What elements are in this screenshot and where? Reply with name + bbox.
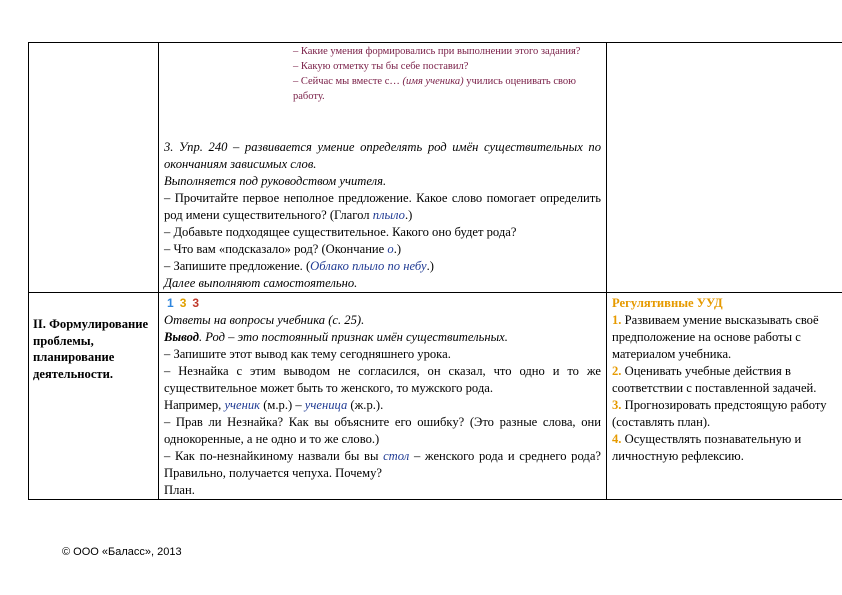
uud-item: 4. Осуществлять познавательную и личностную рефлексию. (612, 432, 802, 463)
task-line: – Что вам «подсказало» род? (Окончание о.) (164, 242, 402, 256)
task-guided: Выполняется под руководством учителя. (164, 174, 387, 188)
exercise-numbers: 1 3 3 (167, 296, 200, 310)
uud-cell-empty (607, 43, 842, 293)
task-block (159, 137, 606, 292)
uud-item: 1. Развиваем умение высказывать своё предположение на основе работы с материалом учебника. (612, 313, 819, 361)
uud-title: Регулятивные УУД (612, 296, 723, 310)
stage-cell (29, 293, 159, 500)
content-line: – Как по-незнайкиному назвали бы вы стол – женского рода и среднего рода? Правильно, получается чепуха. Почему? (164, 449, 601, 480)
task-independent: Далее выполняют самостоятельно. (164, 276, 358, 290)
content-line: – Запишите этот вывод как тему сегодняшнего урока. (164, 347, 451, 361)
task-line: – Добавьте подходящее существительное. Какого оно будет рода? (164, 225, 517, 239)
uud-block (607, 293, 842, 465)
content-block (159, 293, 606, 499)
conclusion-line: Вывод. Род – это постоянный признак имён существительных. (164, 330, 508, 344)
task-line: – Прочитайте первое неполное предложение. Какое слово помогает определить род имени существительного? (Глагол плыло.) (164, 191, 601, 222)
question-block (159, 43, 606, 104)
content-cell (159, 43, 607, 293)
copyright-footer: © ООО «Баласс», 2013 (62, 546, 182, 558)
table-row (29, 293, 842, 500)
uud-item: 2. Оценивать учебные действия в соответствии с поставленной задачей. (612, 364, 817, 395)
uud-item: 3. Прогнозировать предстоящую работу (составлять план). (612, 398, 827, 429)
content-line: – Прав ли Незнайка? Как вы объясните его ошибку? (Это разные слова, они однокоренные, а не одно и то же слово.) (164, 415, 601, 446)
question-text: – Какую отметку ты бы себе поставил? (293, 61, 469, 72)
content-cell (159, 293, 607, 500)
table-row (29, 43, 842, 293)
question-text: – Сейчас мы вместе с… (имя ученика) учились оценивать свою работу. (293, 76, 576, 102)
stage-label: II. Формулирование проблемы, планирование деятельности. (33, 317, 149, 381)
answers-line: Ответы на вопросы учебника (с. 25). (164, 313, 365, 327)
content-line: – Незнайка с этим выводом не согласился, он сказал, что одно и то же существительное может быть то женского, то мужского рода. (164, 364, 601, 395)
task-title: 3. Упр. 240 – развивается умение определять род имён существительных по окончаниям зависимых слов. (164, 140, 601, 171)
example-line: Например, ученик (м.р.) – ученица (ж.р.). (164, 398, 384, 412)
plan-line: План. (164, 483, 195, 497)
stage-cell-empty (29, 43, 159, 293)
uud-cell (607, 293, 842, 500)
lesson-table (28, 42, 842, 500)
task-line: – Запишите предложение. (Облако плыло по небу.) (164, 259, 434, 273)
question-text: – Какие умения формировались при выполнении этого задания? (293, 46, 581, 57)
